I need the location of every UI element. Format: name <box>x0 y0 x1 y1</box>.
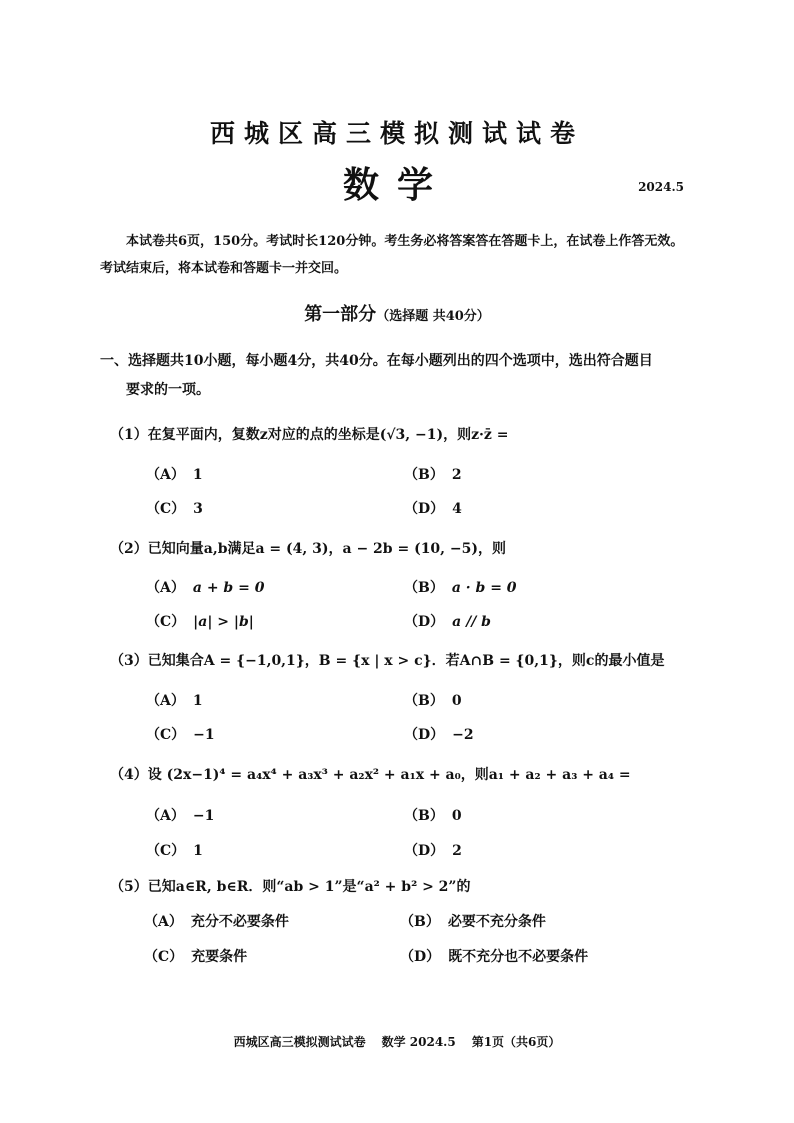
option-4b: （B） 0 <box>404 808 462 824</box>
question-3 <box>110 650 664 670</box>
footer-page-number: 第1页（共6页） <box>471 1035 561 1049</box>
subject-title: 数学 <box>342 164 451 206</box>
option-1a: （A） 1 <box>146 467 203 483</box>
question-stem: 已知a∈R, b∈R．则“ab > 1”是“a² + b² > 2”的 <box>147 879 471 895</box>
question-5 <box>110 876 470 896</box>
question-1 <box>110 424 509 444</box>
option-5b: （B） 必要不充分条件 <box>400 914 546 930</box>
option-5c: （C） 充要条件 <box>144 949 248 965</box>
option-3a: （A） 1 <box>146 693 203 709</box>
option-1d: （D） 4 <box>404 501 462 517</box>
question-2 <box>110 538 506 558</box>
section-instructions <box>100 347 700 405</box>
question-4 <box>110 764 631 784</box>
part-heading <box>0 300 794 326</box>
section-line-2: 要求的一项。 <box>126 382 210 398</box>
question-number: （1） <box>110 427 148 443</box>
footer-subject-date: 数学 2024.5 <box>381 1035 456 1049</box>
exam-date: 2024.5 <box>638 180 684 194</box>
question-stem: 已知向量a,b满足a = (4, 3)，a − 2b = (10, −5)，则 <box>147 541 507 557</box>
option-3c: （C） −1 <box>146 727 215 743</box>
option-2d: （D） a // b <box>404 614 491 630</box>
option-4c: （C） 1 <box>146 843 203 859</box>
question-stem: 设 (2x−1)⁴ = a₄x⁴ + a₃x³ + a₂x² + a₁x + a₀，则a₁ + a₂ + a₃ + a₄ = <box>147 767 631 783</box>
option-1b: （B） 2 <box>404 467 462 483</box>
option-3d: （D） −2 <box>404 727 474 743</box>
question-number: （4） <box>110 767 148 783</box>
exam-instructions: 本试卷共6页，150分。考试时长120分钟。考生务必将答案答在答题卡上，在试卷上作答无效。考试结束后，将本试卷和答题卡一并交回。 <box>100 234 684 276</box>
question-number: （2） <box>110 541 148 557</box>
option-2a: （A） a + b = 0 <box>146 580 265 596</box>
option-2b: （B） a · b = 0 <box>404 580 517 596</box>
option-4d: （D） 2 <box>404 843 462 859</box>
part-subtitle: （选择题 共40分） <box>376 309 490 324</box>
footer-exam: 西城区高三模拟测试试卷 <box>233 1035 366 1049</box>
question-stem: 在复平面内，复数z对应的点的坐标是(√3, −1)，则z·z̄ = <box>147 427 509 443</box>
question-stem: 已知集合A = {−1,0,1}，B = {x | x > c}．若A∩B = {0,1}，则c的最小值是 <box>147 653 665 669</box>
option-3b: （B） 0 <box>404 693 462 709</box>
question-number: （3） <box>110 653 148 669</box>
page-footer <box>0 1033 794 1050</box>
exam-title: 西城区高三模拟测试试卷 <box>209 119 584 148</box>
option-4a: （A） −1 <box>146 808 215 824</box>
option-5d: （D） 既不充分也不必要条件 <box>400 949 589 965</box>
option-2c: （C） |a| > |b| <box>146 614 254 630</box>
part-title: 第一部分 <box>304 304 377 325</box>
question-number: （5） <box>110 879 148 895</box>
section-line-1: 一、选择题共10小题，每小题4分，共40分。在每小题列出的四个选项中，选出符合题目 <box>100 353 653 369</box>
option-5a: （A） 充分不必要条件 <box>144 914 289 930</box>
option-1c: （C） 3 <box>146 501 203 517</box>
